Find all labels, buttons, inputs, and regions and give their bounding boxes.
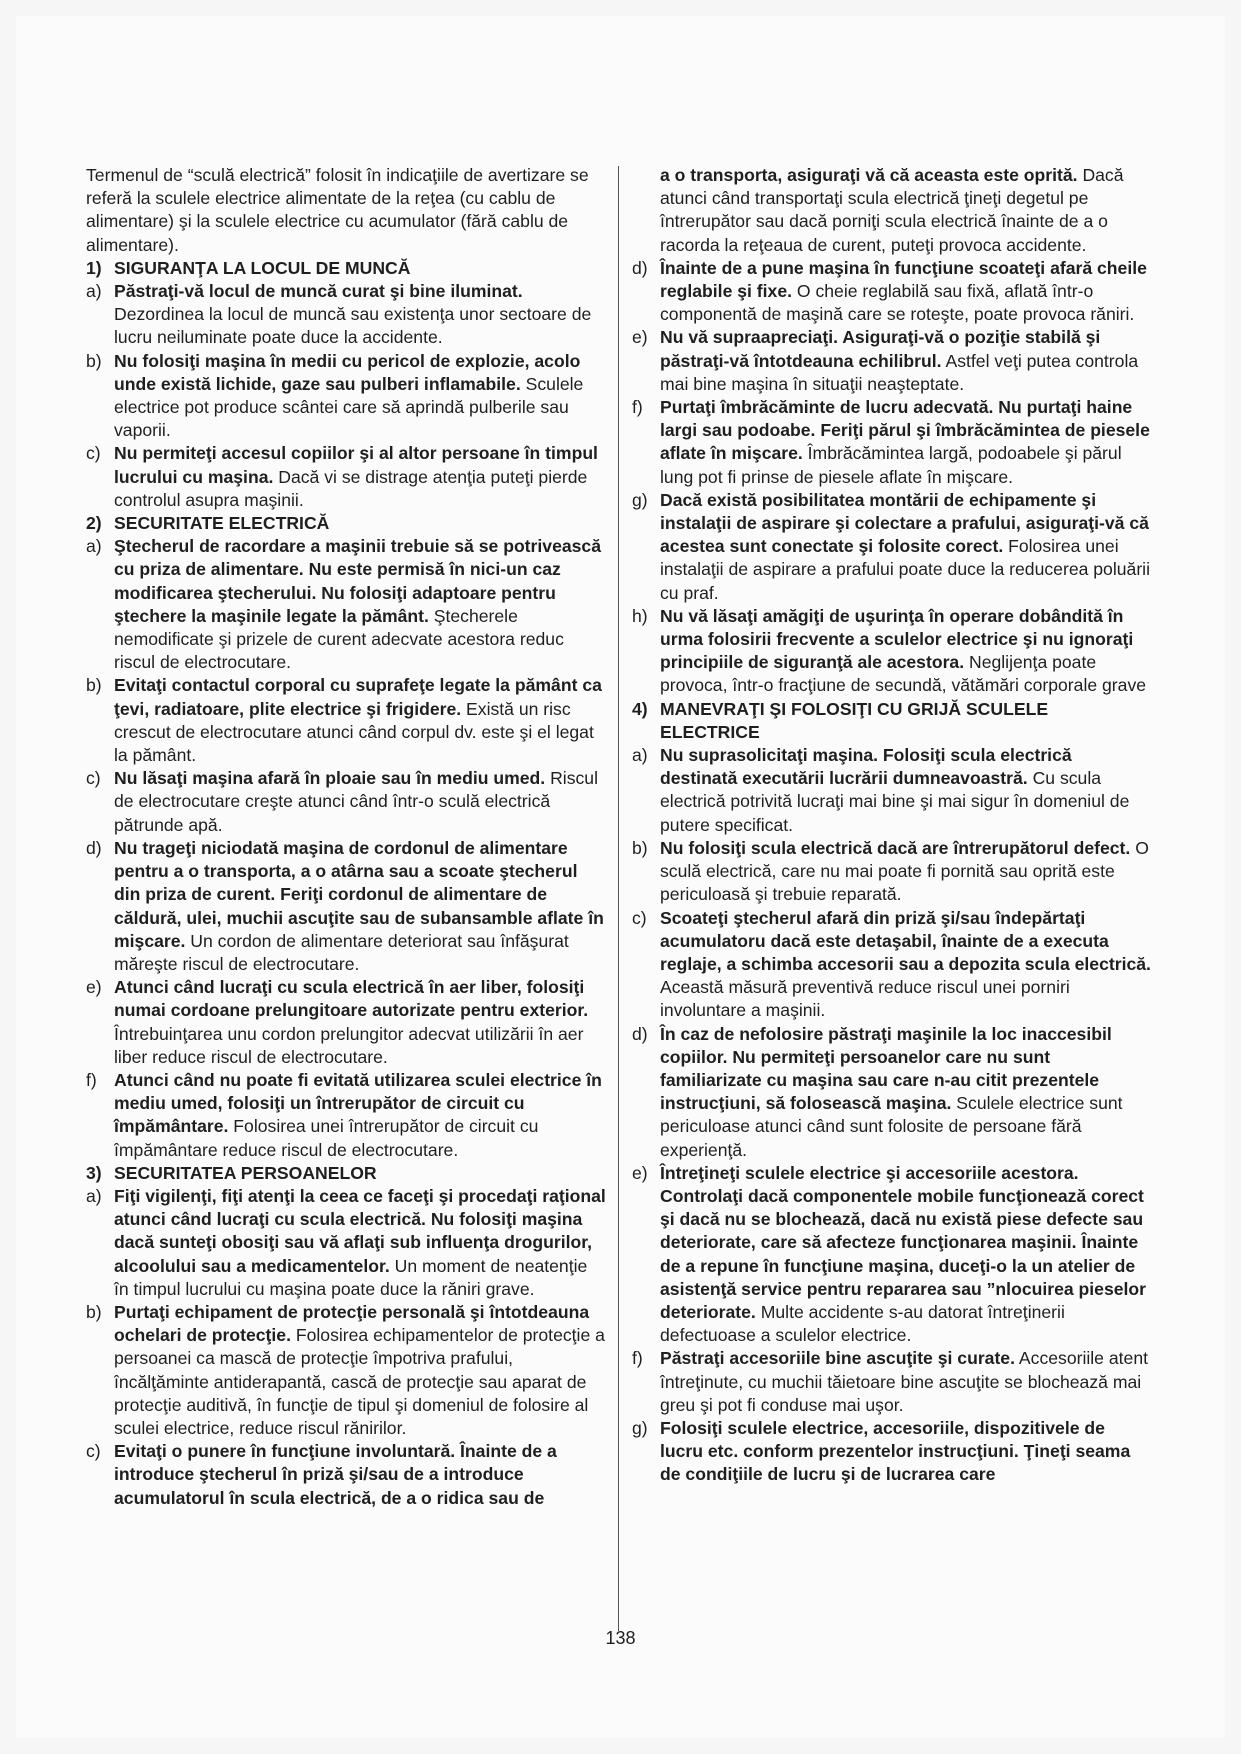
item-text: Riscul de electrocutare creşte atunci când într-o sculă electrică pătrunde apă. — [114, 768, 598, 835]
list-item — [86, 1185, 606, 1301]
item-label: e) — [632, 327, 648, 348]
list-item — [86, 837, 606, 976]
section-title-cont: ELECTRICE — [660, 721, 760, 742]
item-text: Folosirea echipamentelor de protecţie a persoanei ca mască de protecţie împotriva prafului, încălţăminte antiderapantă, cască de protecţie sau aparat de protecţie auditivă, în funcţie de tipul şi domeniul de folosire al sculei electrice, reduce riscul rănirilor. — [114, 1325, 605, 1438]
page-number: 138 — [605, 1628, 636, 1648]
section-heading-2 — [86, 512, 606, 535]
item-label: b) — [632, 837, 648, 858]
section-title: MANEVRAŢI ŞI FOLOSIŢI CU GRIJĂ SCULELE — [660, 698, 1049, 719]
item-bold: Nu vă supraapreciaţi. Asiguraţi-vă o poziţie stabilă şi păstraţi-vă întotdeauna echilibrul. — [660, 327, 1101, 371]
list-item — [632, 1417, 1152, 1487]
item-label: d) — [632, 1023, 648, 1044]
item-label: a) — [86, 1185, 102, 1206]
section-title: SECURITATEA PERSOANELOR — [114, 1162, 377, 1183]
item-text: Neglijenţa poate provoca, într-o fracţiune de secundă, vătămări corporale grave — [660, 652, 1147, 696]
intro-paragraph: Termenul de “sculă electrică” folosit în indicaţiile de avertizare se referă la sculele electrice alimentate de la reţea (cu cablu de alimentare) şi la sculele electrice cu acumulator (fără cablu de alimentare). — [86, 165, 589, 255]
item-text: Această măsură preventivă reduce riscul unei porniri involuntare a maşinii. — [660, 977, 1070, 1021]
item-text: Multe accidente s-au datorat întreţinerii defectuoase a sculelor electrice. — [660, 1301, 1065, 1346]
item-text: Există un risc crescut de electrocutare atunci când corpul dv. este şi el legat la pământ. — [114, 698, 594, 766]
item-bold: a o transporta, asiguraţi vă că aceasta este oprită. — [660, 165, 1078, 185]
list-item — [632, 837, 1152, 907]
item-label: g) — [632, 1417, 648, 1438]
item-label: c) — [632, 907, 647, 928]
list-item — [632, 396, 1152, 489]
section-number: 2) — [86, 513, 102, 534]
item-bold: Purtaţi îmbrăcăminte de lucru adecvată. Nu purtaţi haine largi sau podoabe. Feriţi părul şi îmbrăcămintea de piesele aflate în mişcare. — [660, 397, 1150, 464]
item-bold: Purtaţi echipament de protecţie personală şi întotdeauna ochelari de protecţie. — [114, 1301, 590, 1346]
list-item — [632, 326, 1152, 396]
item-bold: Evitaţi o punere în funcţiune involuntară. Înainte de a introduce ştecherul în priză şi/sau de a introduce acumulatorul în scula electrică, de a o ridica sau de — [114, 1441, 557, 1508]
item-text: Întrebuinţarea unu cordon prelungitor adecvat utilizării în aer liber reduce riscul de electrocutare. — [114, 1023, 584, 1067]
item-bold: Scoateţi ştecherul afară din priză şi/sau îndepărtaţi acumulatoru dacă este detaşabil, înainte de a executa reglaje, a schimba accesorii sau a depozita scula electrică. — [660, 907, 1151, 974]
item-bold: În caz de nefolosire păstraţi maşinile la loc inaccesibil copiilor. Nu permiteţi persoanelor care nu sunt familiarizate cu maşina sau care n-au citit prezentele instrucţiuni, să folosească maşina. — [660, 1023, 1112, 1114]
item-label: c) — [86, 768, 101, 789]
item-bold: Păstraţi-vă locul de muncă curat şi bine iluminat. — [114, 281, 523, 302]
item-bold: Înainte de a pune maşina în funcţiune scoateţi afară cheile reglabile şi fixe. — [660, 257, 1147, 302]
item-bold: Nu folosiţi maşina în medii cu pericol de explozie, acolo unde există lichide, gaze sau pulberi inflamabile. — [114, 350, 581, 394]
item-label: d) — [632, 257, 648, 278]
item-bold: Atunci când nu poate fi evitată utilizarea sculei electrice în mediu umed, folosiţi un întrerupător de circuit cu împământare. — [114, 1069, 602, 1137]
item-label: b) — [86, 1301, 102, 1322]
item-bold: Nu vă lăsaţi amăgiţi de uşurinţa în operare dobândită în urma folosirii frecvente a sculelor electrice şi nu ignoraţi principiile de siguranţă ale acestora. — [660, 605, 1134, 673]
item-bold: Nu folosiţi scula electrică dacă are întrerupătorul defect. — [660, 837, 1131, 858]
item-label: c) — [86, 1441, 101, 1462]
section-number: 1) — [86, 257, 102, 278]
item-bold: Atunci când lucraţi cu scula electrică în aer liber, folosiţi numai cordoane prelungitoare autorizate pentru exterior. — [114, 977, 589, 1021]
item-text: Dacă atunci când transportaţi scula electrică ţineţi degetul pe întrerupător sau dacă porniţi scula electrică înainte de a o racorda la reţeaua de curent, puteţi provoca accidente. — [660, 165, 1124, 255]
item-text: Folosirea unei instalaţii de aspirare a prafului poate duce la reducerea poluării cu praf. — [660, 536, 1150, 603]
item-text: Dezordinea la locul de muncă sau existenţa unor sectoare de lucru neiluminate poate duce la accidente. — [114, 304, 592, 348]
item-text: O sculă electrică, care nu mai poate fi pornită sau oprită este periculoasă şi trebuie reparată. — [660, 837, 1149, 905]
list-item — [86, 442, 606, 512]
right-column — [632, 164, 1152, 1487]
list-item-continuation — [632, 164, 1152, 257]
section-heading-3 — [86, 1162, 606, 1185]
item-bold: Evitaţi contactul corporal cu suprafeţe legate la pământ ca ţevi, radiatoare, plite electrice şi frigidere. — [114, 675, 602, 719]
item-text: Dacă vi se distrage atenţia puteţi pierde controlul asupra maşinii. — [114, 466, 588, 510]
list-item — [632, 489, 1152, 605]
item-bold: Dacă există posibilitatea montării de echipamente şi instalaţii de aspirare şi colectare a prafului, asiguraţi-vă că acestea sunt conectate şi folosite corect. — [660, 489, 1149, 557]
item-text: Sculele electrice pot produce scântei care să aprindă pulberile sau vaporii. — [114, 373, 584, 441]
item-bold: Nu lăsaţi maşina afară în ploaie sau în mediu umed. — [114, 768, 546, 789]
item-label: b) — [86, 675, 102, 696]
item-text: Un cordon de alimentare deteriorat sau înfăşurat măreşte riscul de electrocutare. — [114, 930, 569, 974]
list-item — [86, 1069, 606, 1162]
item-text: Folosirea unei întrerupător de circuit cu împământare reduce riscul de electrocutare. — [114, 1116, 539, 1160]
item-bold: Fiţi vigilenţi, fiţi atenţi la ceea ce faceţi şi procedaţi raţional atunci când lucraţi cu scula electrică. Nu folosiţi maşina dacă sunteţi obosiţi sau vă aflaţi sub influenţa drogurilor, alcoolului sau a medicamentelor. — [114, 1185, 606, 1276]
item-label: a) — [632, 745, 648, 766]
list-item — [632, 744, 1152, 837]
list-item — [632, 907, 1152, 1023]
list-item — [86, 1301, 606, 1440]
column-divider — [618, 166, 619, 1631]
item-label: h) — [632, 605, 648, 626]
list-item — [632, 1023, 1152, 1162]
item-text: Îmbrăcămintea largă, podoabele şi părul lung pot fi prinse de piesele aflate în mişcare. — [660, 443, 1122, 487]
section-title: SIGURANŢA LA LOCUL DE MUNCĂ — [114, 257, 411, 278]
list-item — [86, 976, 606, 1069]
item-text: Ştecherele nemodificate şi prizele de curent adecvate acestora reduc riscul de electrocutare. — [114, 605, 564, 673]
item-bold: Folosiţi sculele electrice, accesoriile, dispozitivele de lucru etc. conform prezentelor instrucţiuni. Ţineţi seama de condiţiile de lucru şi de lucrarea care — [660, 1417, 1131, 1485]
item-label: d) — [86, 837, 102, 858]
item-text: Cu scula electrică potrivită lucraţi mai bine şi mai sigur în domeniul de putere specificat. — [660, 768, 1130, 835]
item-bold: Nu suprasolicitaţi maşina. Folosiţi scula electrică destinată executării lucrării dumneavoastră. — [660, 745, 1072, 789]
list-item — [632, 1162, 1152, 1348]
left-column — [86, 164, 606, 1510]
section-number: 4) — [632, 698, 648, 719]
item-label: b) — [86, 350, 102, 371]
item-bold: Întreţineţi sculele electrice şi accesoriile acestora. Controlaţi dacă componentele mobile funcţionează corect şi dacă nu se blochează, dacă nu există piese defecte sau deteriorate, care să afecteze funcţionarea maşinii. Înainte de a repune în funcţiune maşina, duceţi-o la un atelier de asistenţă service pentru repararea sau ”nlocuirea pieselor deteriorate. — [660, 1162, 1147, 1322]
item-label: f) — [632, 397, 643, 418]
section-title: SECURITATE ELECTRICĂ — [114, 513, 330, 534]
item-label: c) — [86, 443, 101, 464]
item-text: Accesoriile atent întreţinute, cu muchii tăietoare bine ascuţite se blochează mai greu şi pot fi conduse mai uşor. — [660, 1348, 1148, 1415]
section-number: 3) — [86, 1162, 102, 1183]
list-item — [86, 767, 606, 837]
item-label: e) — [86, 977, 102, 998]
item-bold: Păstraţi accesoriile bine ascuţite şi curate. — [660, 1348, 1015, 1369]
list-item — [632, 257, 1152, 327]
section-heading-1 — [86, 257, 606, 280]
list-item — [632, 605, 1152, 698]
item-label: e) — [632, 1162, 648, 1183]
list-item — [632, 1347, 1152, 1417]
list-item — [86, 674, 606, 767]
item-label: a) — [86, 536, 102, 557]
item-label: f) — [632, 1348, 643, 1369]
list-item — [86, 350, 606, 443]
list-item — [86, 1440, 606, 1510]
list-item — [86, 535, 606, 674]
item-text: O cheie reglabilă sau fixă, aflată într-o componentă de maşină care se roteşte, poate provoca răniri. — [660, 281, 1135, 325]
item-bold: Ştecherul de racordare a maşinii trebuie să se potrivească cu priza de alimentare. Nu este permisă în nici-un caz modificarea ştecherului. Nu folosiţi adaptoare pentru ştechere la maşinile legate la pământ. — [114, 536, 601, 626]
item-text: Un moment de neatenţie în timpul lucrului cu maşina poate duce la răniri grave. — [114, 1255, 588, 1299]
item-label: a) — [86, 281, 102, 302]
item-text: Astfel veţi putea controla mai bine maşina în situaţii neaşteptate. — [660, 350, 1139, 394]
item-bold: Nu permiteţi accesul copiilor şi al altor persoane în timpul lucrului cu maşina. — [114, 443, 598, 487]
item-bold: Nu trageţi niciodată maşina de cordonul de alimentare pentru a o transporta, a o atârna sau a scoate ştecherul din priza de curent. Feriţi cordonul de alimentare de căldură, ulei, muchii ascuţite sau de subansamble aflate în mişcare. — [114, 837, 604, 951]
item-label: f) — [86, 1069, 97, 1090]
item-text: Sculele electrice sunt periculoase atunci când sunt folosite de persoane fără experienţă. — [660, 1093, 1123, 1160]
section-heading-4 — [632, 698, 1152, 744]
item-label: g) — [632, 489, 648, 510]
list-item — [86, 280, 606, 350]
